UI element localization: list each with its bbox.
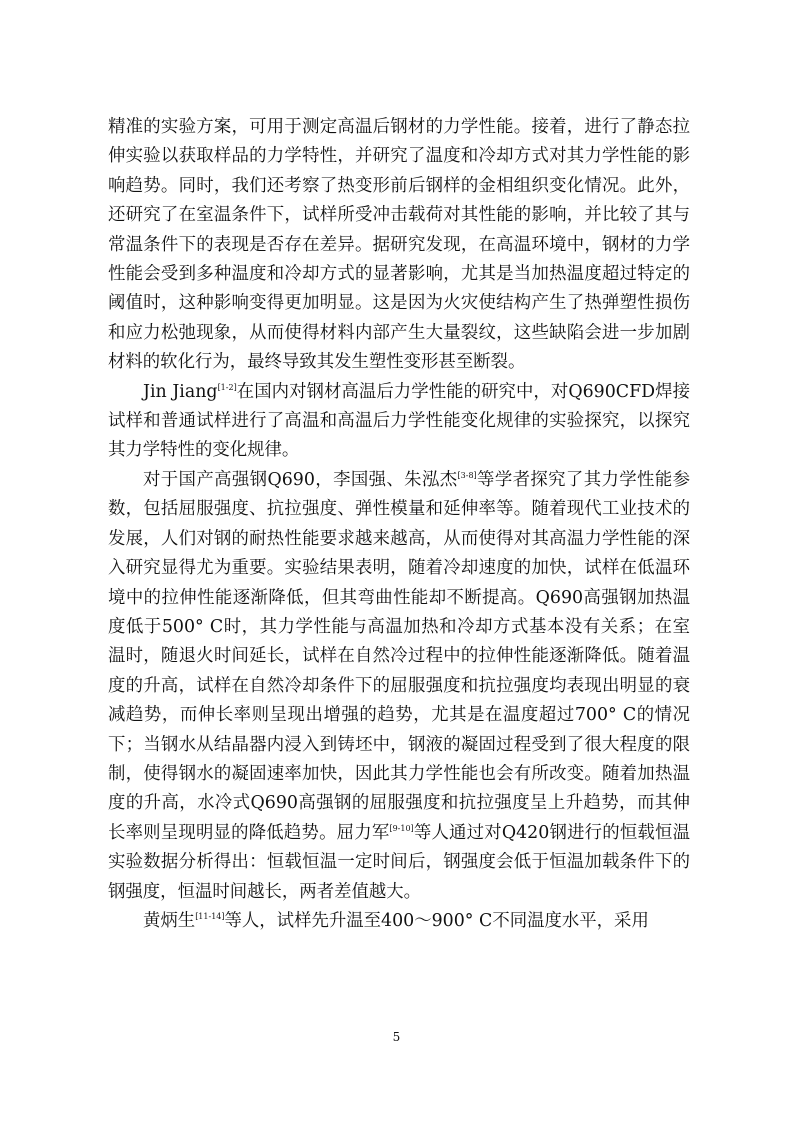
page-number: 5 — [392, 1030, 401, 1044]
paragraph-2-author: Jin Jiang — [143, 381, 218, 402]
paragraph-4 — [108, 907, 690, 936]
paragraph-2-text: 在国内对钢材高温后力学性能的研究中，对Q690CFD焊接试样和普通试样进行了高温和高温后力学性能变化规律的实验探究，以探究其力学特性的变化规律。 — [108, 381, 690, 461]
paragraph-4-author: 黄炳生 — [143, 910, 196, 931]
paragraph-2 — [108, 378, 690, 466]
paragraph-1: 精准的实验方案，可用于测定高温后钢材的力学性能。接着，进行了静态拉伸实验以获取样品的力学特性，并研究了温度和冷却方式对其力学性能的影响趋势。同时，我们还考察了热变形前后钢样的金相组织变化情况。此外，还研究了在室温条件下，试样所受冲击载荷对其性能的影响，并比较了其与常温条件下的表现是否存在差异。据研究发现，在高温环境中，钢材的力学性能会受到多种温度和冷却方式的显著影响，尤其是当加热温度超过特定的阈值时，这种影响变得更加明显。这是因为火灾使结构产生了热弹塑性损伤和应力松弛现象，从而使得材料内部产生大量裂纹，这些缺陷会进一步加剧材料的软化行为，最终导致其发生塑性变形甚至断裂。 — [108, 117, 690, 373]
citation-1-2: [1-2] — [217, 382, 237, 392]
body-text — [108, 113, 690, 936]
paragraph-3-conclusion: 等人通过对Q420钢进行的恒载恒温实验数据分析得出：恒载恒温一定时间后，钢强度会低于恒温加载条件下的钢强度，恒温时间越长，两者差值越大。 — [108, 822, 690, 902]
citation-9-10: [9-10] — [389, 823, 414, 833]
paragraph-3 — [108, 466, 690, 907]
paragraph-3-body: 等学者探究了其力学性能参数，包括屈服强度、抗拉强度、弹性模量和延伸率等。随着现代工业技术的发展，人们对钢的耐热性能要求越来越高，从而使得对其高温力学性能的深入研究显得尤为重要。实验结果表明，随着冷却速度的加快，试样在低温环境中的拉伸性能逐渐降低，但其弯曲性能却不断提高。Q690高强钢加热温度低于500° C时，其力学性能与高温加热和冷却方式基本没有关系；在室温时，随退火时间延长，试样在自然冷过程中的拉伸性能逐渐降低。随着温度的升高，试样在自然冷却条件下的屈服强度和抗拉强度均表现出明显的衰减趋势，而伸长率则呈现出增强的趋势，尤其是在温度超过700° C的情况下；当钢水从结晶器内浸入到铸坯中，钢液的凝固过程受到了很大程度的限制，使得钢水的凝固速率加快，因此其力学性能也会有所改变。随着加热温度的升高，水冷式Q690高强钢的屈服强度和抗拉强度呈上升趋势，而其伸长率则呈现明显的降低趋势。屈力军 — [108, 469, 690, 843]
paragraph-4-text: 等人，试样先升温至400～900° C不同温度水平，采用 — [224, 910, 649, 931]
citation-11-14: [11-14] — [195, 911, 225, 921]
paragraph-3-intro: 对于国产高强钢Q690，李国强、朱泓杰 — [143, 469, 458, 490]
citation-3-8: [3-8] — [457, 470, 477, 480]
